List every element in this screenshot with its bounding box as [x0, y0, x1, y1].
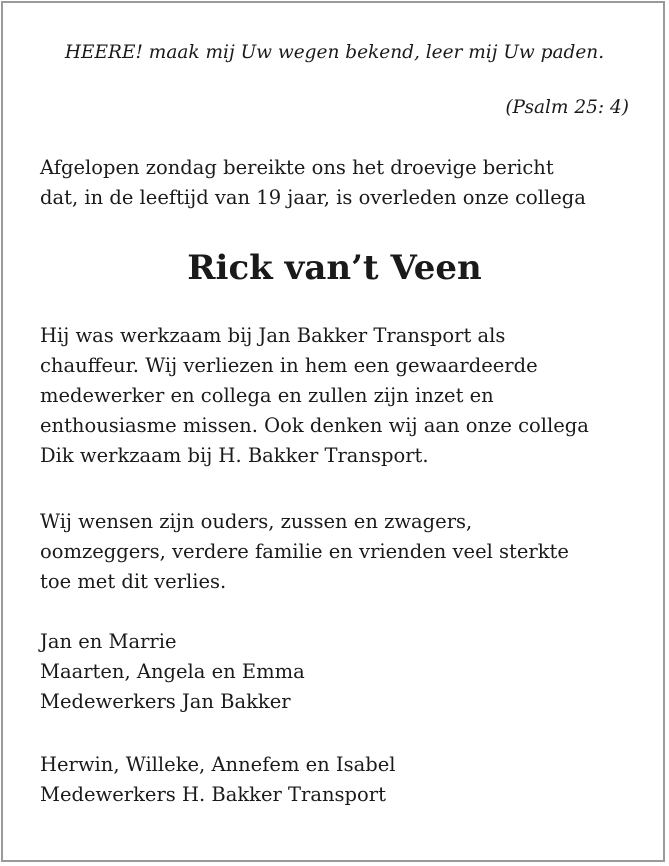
signatories-group-1: Jan en Marrie Maarten, Angela en Emma Medewerkers Jan Bakker	[40, 630, 305, 713]
deceased-name: Rick van’t Veen	[187, 248, 482, 288]
quote-reference: (Psalm 25: 4)	[505, 97, 629, 118]
condolence-text: Wij wensen zijn ouders, zussen en zwagers, oomzeggers, verdere familie en vrienden veel sterkte toe met dit verlies.	[40, 510, 569, 593]
bible-quote: HEERE! maak mij Uw wegen bekend, leer mij Uw paden.	[64, 42, 605, 63]
signatories-group-2: Herwin, Willeke, Annefem en Isabel Medewerkers H. Bakker Transport	[40, 753, 396, 806]
intro-text: Afgelopen zondag bereikte ons het droevige bericht dat, in de leeftijd van 19 jaar, is overleden onze collega	[40, 156, 586, 209]
tribute-text: Hij was werkzaam bij Jan Bakker Transport als chauffeur. Wij verliezen in hem een gewaardeerde medewerker en collega en zullen zijn inzet en enthousiasme missen. Ook denken wij aan onze collega Dik werkzaam bij H. Bakker Transport.	[40, 324, 589, 467]
